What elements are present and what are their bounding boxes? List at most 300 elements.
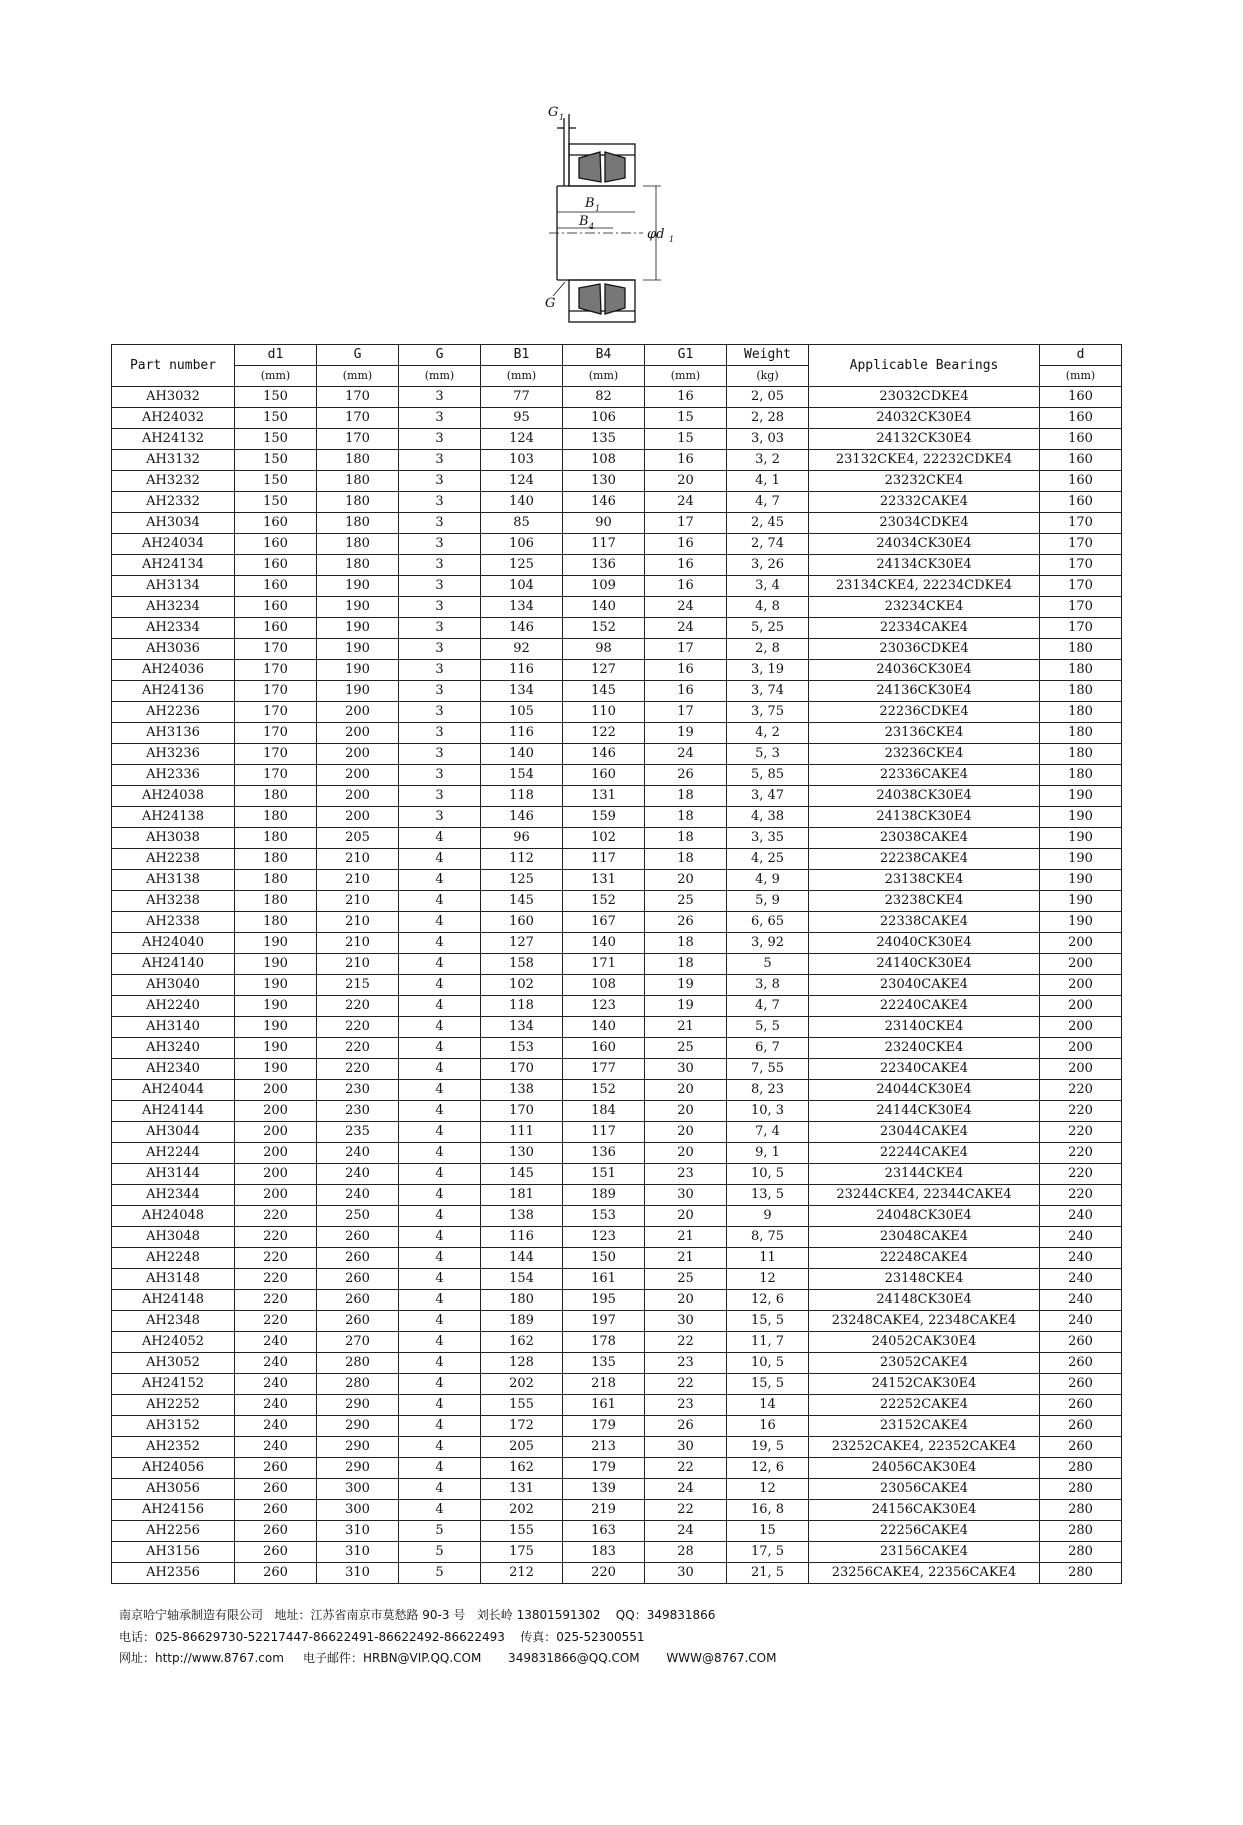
cell-g: 200	[317, 744, 399, 765]
cell-g1: 21	[645, 1248, 727, 1269]
cell-weight: 12, 6	[727, 1458, 809, 1479]
cell-b4: 108	[563, 975, 645, 996]
cell-b4: 140	[563, 1017, 645, 1038]
cell-d1: 190	[235, 1038, 317, 1059]
cell-b4: 177	[563, 1059, 645, 1080]
cell-b1: 116	[481, 723, 563, 744]
table-row	[112, 1374, 1122, 1395]
cell-b1: 134	[481, 1017, 563, 1038]
cell-d1: 200	[235, 1080, 317, 1101]
cell-b4: 139	[563, 1479, 645, 1500]
cell-g: 180	[317, 492, 399, 513]
cell-g1: 24	[645, 492, 727, 513]
cell-weight: 16, 8	[727, 1500, 809, 1521]
cell-b4: 136	[563, 1143, 645, 1164]
cell-b1: 170	[481, 1059, 563, 1080]
cell-g-thread: 4	[399, 1500, 481, 1521]
cell-weight: 9	[727, 1206, 809, 1227]
svg-text:1: 1	[595, 204, 601, 213]
cell-g-thread: 3	[399, 660, 481, 681]
cell-d1: 150	[235, 492, 317, 513]
cell-d1: 200	[235, 1185, 317, 1206]
cell-d: 180	[1040, 639, 1122, 660]
unit-g1: (mm)	[645, 366, 727, 387]
table-row	[112, 1395, 1122, 1416]
cell-applicable-bearings: 23252CAKE4, 22352CAKE4	[809, 1437, 1040, 1458]
cell-g-thread: 4	[399, 996, 481, 1017]
cell-g1: 25	[645, 1038, 727, 1059]
cell-g1: 28	[645, 1542, 727, 1563]
cell-g1: 24	[645, 1521, 727, 1542]
cell-part-number: AH3234	[112, 597, 235, 618]
cell-g: 300	[317, 1479, 399, 1500]
cell-applicable-bearings: 22334CAKE4	[809, 618, 1040, 639]
cell-g-thread: 4	[399, 1227, 481, 1248]
cell-weight: 5, 9	[727, 891, 809, 912]
cell-g-thread: 3	[399, 807, 481, 828]
cell-g-thread: 3	[399, 723, 481, 744]
cell-g1: 17	[645, 702, 727, 723]
cell-b1: 106	[481, 534, 563, 555]
cell-g1: 18	[645, 786, 727, 807]
unit-g: (mm)	[317, 366, 399, 387]
cell-d1: 170	[235, 744, 317, 765]
table-row	[112, 702, 1122, 723]
cell-b1: 189	[481, 1311, 563, 1332]
cell-part-number: AH3236	[112, 744, 235, 765]
cell-d1: 200	[235, 1143, 317, 1164]
cell-weight: 13, 5	[727, 1185, 809, 1206]
cell-g: 260	[317, 1290, 399, 1311]
col-header-part-number: Part number	[112, 345, 235, 387]
cell-weight: 8, 23	[727, 1080, 809, 1101]
table-row	[112, 513, 1122, 534]
table-row	[112, 1290, 1122, 1311]
cell-b4: 160	[563, 765, 645, 786]
cell-b4: 152	[563, 618, 645, 639]
cell-g1: 16	[645, 450, 727, 471]
cell-d1: 240	[235, 1437, 317, 1458]
cell-b4: 123	[563, 996, 645, 1017]
cell-d1: 240	[235, 1374, 317, 1395]
cell-d: 280	[1040, 1458, 1122, 1479]
cell-b1: 104	[481, 576, 563, 597]
cell-g: 230	[317, 1080, 399, 1101]
cell-b4: 179	[563, 1458, 645, 1479]
cell-g-thread: 4	[399, 933, 481, 954]
cell-b4: 197	[563, 1311, 645, 1332]
table-row	[112, 975, 1122, 996]
cell-d1: 220	[235, 1206, 317, 1227]
cell-weight: 21, 5	[727, 1563, 809, 1584]
company-footer	[119, 1605, 776, 1670]
cell-applicable-bearings: 23256CAKE4, 22356CAKE4	[809, 1563, 1040, 1584]
cell-g-thread: 3	[399, 786, 481, 807]
cell-d: 160	[1040, 492, 1122, 513]
cell-applicable-bearings: 23238CKE4	[809, 891, 1040, 912]
cell-g-thread: 4	[399, 1080, 481, 1101]
cell-g-thread: 4	[399, 1479, 481, 1500]
cell-part-number: AH2336	[112, 765, 235, 786]
cell-b1: 154	[481, 1269, 563, 1290]
cell-weight: 6, 7	[727, 1038, 809, 1059]
cell-d: 240	[1040, 1311, 1122, 1332]
cell-b4: 117	[563, 849, 645, 870]
cell-part-number: AH3132	[112, 450, 235, 471]
cell-part-number: AH2236	[112, 702, 235, 723]
cell-weight: 2, 8	[727, 639, 809, 660]
cell-d1: 170	[235, 723, 317, 744]
cell-b4: 220	[563, 1563, 645, 1584]
cell-d1: 180	[235, 828, 317, 849]
cell-part-number: AH3134	[112, 576, 235, 597]
cell-part-number: AH24132	[112, 429, 235, 450]
cell-b4: 140	[563, 597, 645, 618]
cell-weight: 4, 9	[727, 870, 809, 891]
cell-b1: 144	[481, 1248, 563, 1269]
cell-g1: 23	[645, 1395, 727, 1416]
cell-g: 210	[317, 849, 399, 870]
table-row	[112, 1164, 1122, 1185]
cell-g1: 25	[645, 1269, 727, 1290]
cell-applicable-bearings: 24156CAK30E4	[809, 1500, 1040, 1521]
cell-d: 180	[1040, 765, 1122, 786]
cell-b1: 155	[481, 1395, 563, 1416]
cell-d1: 150	[235, 471, 317, 492]
cell-g-thread: 3	[399, 408, 481, 429]
cell-applicable-bearings: 22240CAKE4	[809, 996, 1040, 1017]
cell-b1: 180	[481, 1290, 563, 1311]
table-row	[112, 828, 1122, 849]
cell-d1: 170	[235, 765, 317, 786]
cell-g1: 25	[645, 891, 727, 912]
cell-g: 240	[317, 1164, 399, 1185]
cell-b1: 111	[481, 1122, 563, 1143]
cell-applicable-bearings: 23048CAKE4	[809, 1227, 1040, 1248]
cell-b1: 105	[481, 702, 563, 723]
cell-b1: 205	[481, 1437, 563, 1458]
cell-weight: 16	[727, 1416, 809, 1437]
cell-d1: 160	[235, 597, 317, 618]
table-row	[112, 1122, 1122, 1143]
cell-b1: 162	[481, 1332, 563, 1353]
cell-d: 160	[1040, 387, 1122, 408]
table-row	[112, 1101, 1122, 1122]
cell-g: 220	[317, 1017, 399, 1038]
cell-g: 260	[317, 1248, 399, 1269]
cell-d: 220	[1040, 1143, 1122, 1164]
cell-g-thread: 4	[399, 828, 481, 849]
cell-g1: 26	[645, 1416, 727, 1437]
cell-b1: 138	[481, 1080, 563, 1101]
cell-part-number: AH24134	[112, 555, 235, 576]
cell-b1: 118	[481, 786, 563, 807]
cell-d1: 260	[235, 1500, 317, 1521]
cell-d1: 220	[235, 1269, 317, 1290]
cell-g-thread: 3	[399, 387, 481, 408]
cell-applicable-bearings: 23148CKE4	[809, 1269, 1040, 1290]
cell-part-number: AH24036	[112, 660, 235, 681]
col-header-g-thread: G	[399, 345, 481, 366]
cell-applicable-bearings: 23138CKE4	[809, 870, 1040, 891]
cell-applicable-bearings: 24134CK30E4	[809, 555, 1040, 576]
footer-phone-line: 电话：025-86629730-52217447-86622491-86622492-86622493 传真：025-52300551	[119, 1629, 645, 1644]
cell-g: 180	[317, 513, 399, 534]
cell-applicable-bearings: 24152CAK30E4	[809, 1374, 1040, 1395]
cell-part-number: AH24148	[112, 1290, 235, 1311]
cell-d: 200	[1040, 1017, 1122, 1038]
cell-d1: 200	[235, 1101, 317, 1122]
cell-g: 240	[317, 1143, 399, 1164]
cell-b1: 134	[481, 597, 563, 618]
cell-weight: 5, 5	[727, 1017, 809, 1038]
cell-b1: 102	[481, 975, 563, 996]
cell-d: 280	[1040, 1500, 1122, 1521]
cell-b1: 134	[481, 681, 563, 702]
cell-b1: 85	[481, 513, 563, 534]
cell-d: 190	[1040, 912, 1122, 933]
cell-g1: 20	[645, 471, 727, 492]
cell-g1: 19	[645, 996, 727, 1017]
table-row	[112, 1227, 1122, 1248]
table-row	[112, 1542, 1122, 1563]
cell-g: 310	[317, 1563, 399, 1584]
cell-d: 180	[1040, 723, 1122, 744]
cell-g: 170	[317, 429, 399, 450]
cell-b1: 116	[481, 1227, 563, 1248]
cell-applicable-bearings: 23034CDKE4	[809, 513, 1040, 534]
cell-b1: 127	[481, 933, 563, 954]
cell-part-number: AH3036	[112, 639, 235, 660]
cell-g: 250	[317, 1206, 399, 1227]
cell-b1: 92	[481, 639, 563, 660]
cell-weight: 15, 5	[727, 1374, 809, 1395]
cell-d: 280	[1040, 1563, 1122, 1584]
cell-b4: 183	[563, 1542, 645, 1563]
cell-d1: 170	[235, 660, 317, 681]
cell-b1: 96	[481, 828, 563, 849]
col-header-d: d	[1040, 345, 1122, 366]
cell-d: 240	[1040, 1269, 1122, 1290]
cell-d: 170	[1040, 618, 1122, 639]
cell-applicable-bearings: 24052CAK30E4	[809, 1332, 1040, 1353]
cell-g: 190	[317, 639, 399, 660]
cell-b1: 175	[481, 1542, 563, 1563]
cell-g-thread: 4	[399, 1374, 481, 1395]
cell-d: 220	[1040, 1185, 1122, 1206]
cell-g-thread: 4	[399, 1416, 481, 1437]
cell-g1: 20	[645, 1101, 727, 1122]
table-row	[112, 618, 1122, 639]
cell-weight: 3, 4	[727, 576, 809, 597]
cell-b4: 213	[563, 1437, 645, 1458]
cell-b4: 123	[563, 1227, 645, 1248]
cell-d: 180	[1040, 744, 1122, 765]
cell-part-number: AH24048	[112, 1206, 235, 1227]
cell-d: 280	[1040, 1542, 1122, 1563]
cell-g1: 16	[645, 534, 727, 555]
cell-g1: 22	[645, 1458, 727, 1479]
cell-g: 290	[317, 1458, 399, 1479]
cell-part-number: AH3232	[112, 471, 235, 492]
cell-part-number: AH3040	[112, 975, 235, 996]
cell-applicable-bearings: 23056CAKE4	[809, 1479, 1040, 1500]
cell-g: 260	[317, 1269, 399, 1290]
cell-weight: 4, 2	[727, 723, 809, 744]
cell-g: 280	[317, 1353, 399, 1374]
table-row	[112, 849, 1122, 870]
cell-part-number: AH3156	[112, 1542, 235, 1563]
cell-d: 220	[1040, 1122, 1122, 1143]
table-row	[112, 639, 1122, 660]
cell-g-thread: 3	[399, 471, 481, 492]
col-header-g: G	[317, 345, 399, 366]
cell-d: 260	[1040, 1353, 1122, 1374]
cell-g-thread: 4	[399, 1164, 481, 1185]
cell-b4: 146	[563, 492, 645, 513]
cell-part-number: AH2332	[112, 492, 235, 513]
cell-weight: 3, 35	[727, 828, 809, 849]
cell-applicable-bearings: 23132CKE4, 22232CDKE4	[809, 450, 1040, 471]
table-row	[112, 450, 1122, 471]
cell-g-thread: 3	[399, 492, 481, 513]
cell-d1: 190	[235, 954, 317, 975]
cell-b1: 128	[481, 1353, 563, 1374]
cell-g1: 16	[645, 576, 727, 597]
cell-d1: 190	[235, 1059, 317, 1080]
cell-g-thread: 3	[399, 429, 481, 450]
cell-b4: 130	[563, 471, 645, 492]
cell-b4: 218	[563, 1374, 645, 1395]
cell-applicable-bearings: 22236CDKE4	[809, 702, 1040, 723]
cell-g-thread: 3	[399, 576, 481, 597]
cell-b1: 140	[481, 492, 563, 513]
cell-g-thread: 4	[399, 1311, 481, 1332]
cell-g: 260	[317, 1311, 399, 1332]
cell-d1: 150	[235, 387, 317, 408]
cell-weight: 5	[727, 954, 809, 975]
cell-b4: 146	[563, 744, 645, 765]
cell-d: 240	[1040, 1227, 1122, 1248]
table-row	[112, 681, 1122, 702]
table-row	[112, 1311, 1122, 1332]
cell-d1: 160	[235, 618, 317, 639]
cell-g: 290	[317, 1437, 399, 1458]
cell-g1: 26	[645, 912, 727, 933]
cell-d1: 240	[235, 1353, 317, 1374]
cell-b1: 125	[481, 870, 563, 891]
cell-weight: 3, 92	[727, 933, 809, 954]
cell-weight: 11, 7	[727, 1332, 809, 1353]
cell-applicable-bearings: 23244CKE4, 22344CAKE4	[809, 1185, 1040, 1206]
cell-weight: 4, 1	[727, 471, 809, 492]
cell-g-thread: 4	[399, 1038, 481, 1059]
cell-g: 220	[317, 1038, 399, 1059]
cell-d: 190	[1040, 849, 1122, 870]
cell-b4: 127	[563, 660, 645, 681]
label-g1: G	[548, 105, 559, 120]
cell-d: 200	[1040, 954, 1122, 975]
cell-g-thread: 3	[399, 555, 481, 576]
cell-applicable-bearings: 22244CAKE4	[809, 1143, 1040, 1164]
table-row	[112, 660, 1122, 681]
cell-g: 180	[317, 450, 399, 471]
table-row	[112, 912, 1122, 933]
cell-applicable-bearings: 23038CAKE4	[809, 828, 1040, 849]
cell-d: 260	[1040, 1416, 1122, 1437]
table-row	[112, 429, 1122, 450]
cell-g: 200	[317, 723, 399, 744]
cell-d: 190	[1040, 870, 1122, 891]
cell-b4: 159	[563, 807, 645, 828]
cell-b1: 172	[481, 1416, 563, 1437]
cell-g1: 20	[645, 1080, 727, 1101]
cell-b1: 153	[481, 1038, 563, 1059]
cell-d: 280	[1040, 1521, 1122, 1542]
unit-d1: (mm)	[235, 366, 317, 387]
cell-b4: 131	[563, 870, 645, 891]
cell-applicable-bearings: 23140CKE4	[809, 1017, 1040, 1038]
cell-applicable-bearings: 23248CAKE4, 22348CAKE4	[809, 1311, 1040, 1332]
cell-b1: 118	[481, 996, 563, 1017]
cell-b4: 161	[563, 1395, 645, 1416]
table-row	[112, 1500, 1122, 1521]
cell-b4: 145	[563, 681, 645, 702]
cell-d1: 180	[235, 849, 317, 870]
cell-g: 200	[317, 807, 399, 828]
cell-b1: 202	[481, 1374, 563, 1395]
cell-applicable-bearings: 22256CAKE4	[809, 1521, 1040, 1542]
cell-b1: 112	[481, 849, 563, 870]
cell-part-number: AH3052	[112, 1353, 235, 1374]
cell-applicable-bearings: 23134CKE4, 22234CDKE4	[809, 576, 1040, 597]
table-row	[112, 1458, 1122, 1479]
cell-b1: 202	[481, 1500, 563, 1521]
cell-g-thread: 4	[399, 975, 481, 996]
cell-g1: 24	[645, 1479, 727, 1500]
cell-g-thread: 4	[399, 849, 481, 870]
cell-g: 190	[317, 681, 399, 702]
cell-b4: 117	[563, 1122, 645, 1143]
cell-d1: 260	[235, 1458, 317, 1479]
cell-b4: 106	[563, 408, 645, 429]
cell-g1: 16	[645, 387, 727, 408]
cell-g1: 30	[645, 1311, 727, 1332]
cell-b1: 154	[481, 765, 563, 786]
cell-g: 170	[317, 408, 399, 429]
cell-g-thread: 4	[399, 1248, 481, 1269]
footer-address-line: 南京哈宁轴承制造有限公司 地址：江苏省南京市莫愁路 90-3 号 刘长岭 13801591302 QQ：349831866	[119, 1608, 716, 1622]
unit-g-thread: (mm)	[399, 366, 481, 387]
cell-weight: 4, 7	[727, 996, 809, 1017]
cell-g: 190	[317, 597, 399, 618]
cell-d: 220	[1040, 1164, 1122, 1185]
cell-b1: 170	[481, 1101, 563, 1122]
cell-g1: 24	[645, 744, 727, 765]
cell-g-thread: 4	[399, 1206, 481, 1227]
cell-weight: 10, 3	[727, 1101, 809, 1122]
cell-d: 170	[1040, 513, 1122, 534]
cell-g: 210	[317, 912, 399, 933]
cell-applicable-bearings: 23040CAKE4	[809, 975, 1040, 996]
table-row	[112, 954, 1122, 975]
cell-g: 180	[317, 534, 399, 555]
cell-b4: 150	[563, 1248, 645, 1269]
cell-part-number: AH3240	[112, 1038, 235, 1059]
cell-weight: 17, 5	[727, 1542, 809, 1563]
cell-d1: 160	[235, 576, 317, 597]
cell-applicable-bearings: 24056CAK30E4	[809, 1458, 1040, 1479]
